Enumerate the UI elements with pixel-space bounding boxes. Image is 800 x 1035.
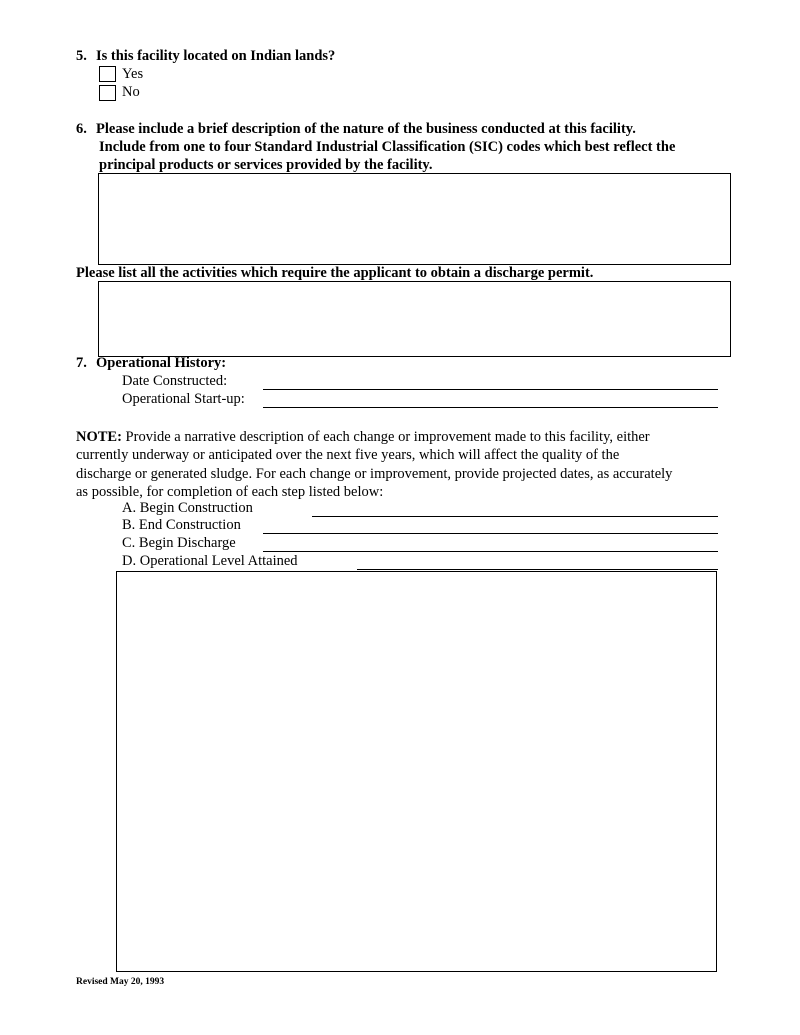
end-construction-field[interactable] — [263, 533, 718, 534]
begin-discharge-field[interactable] — [263, 551, 718, 552]
date-constructed-label: Date Constructed: — [122, 373, 228, 389]
q6-number: 6. — [76, 121, 87, 137]
q6-line-1: Please include a brief description of the nature of the business conducted at this facility. — [96, 121, 636, 137]
q5-number: 5. — [76, 48, 87, 64]
no-checkbox[interactable] — [99, 85, 116, 101]
activities-box[interactable] — [98, 281, 731, 357]
step-begin-discharge-label: C. Begin Discharge — [122, 535, 236, 551]
q5-question: Is this facility located on Indian lands? — [96, 48, 336, 64]
note-label: NOTE: — [76, 429, 122, 445]
note-line-1: Provide a narrative description of each change or improvement made to this facility, either — [121, 429, 650, 445]
note-line-2: currently underway or anticipated over the next five years, which will affect the quality of the — [76, 447, 620, 464]
q7-number: 7. — [76, 355, 87, 371]
q6-line-2: Include from one to four Standard Industrial Classification (SIC) codes which best reflect the — [99, 139, 676, 155]
narrative-description-box[interactable] — [116, 571, 717, 972]
yes-label: Yes — [122, 66, 144, 82]
no-label: No — [122, 84, 140, 100]
business-description-box[interactable] — [98, 173, 731, 265]
operational-startup-field[interactable] — [263, 407, 718, 408]
q7-title: Operational History: — [96, 355, 227, 371]
note-line-3: discharge or generated sludge. For each change or improvement, provide projected dates, as accurately — [76, 465, 673, 482]
date-constructed-field[interactable] — [263, 389, 718, 390]
operational-level-field[interactable] — [357, 569, 718, 570]
activities-prompt: Please list all the activities which require the applicant to obtain a discharge permit. — [76, 265, 594, 281]
note-line-4: as possible, for completion of each step listed below: — [76, 483, 384, 500]
note-paragraph — [76, 428, 736, 501]
step-begin-construction-label: A. Begin Construction — [122, 500, 253, 516]
revision-footer: Revised May 20, 1993 — [76, 977, 165, 987]
q6-line-3: principal products or services provided by the facility. — [99, 157, 433, 173]
operational-startup-label: Operational Start-up: — [122, 391, 245, 407]
yes-checkbox[interactable] — [99, 66, 116, 82]
step-end-construction-label: B. End Construction — [122, 517, 241, 533]
begin-construction-field[interactable] — [312, 516, 718, 517]
step-operational-level-label: D. Operational Level Attained — [122, 553, 298, 569]
